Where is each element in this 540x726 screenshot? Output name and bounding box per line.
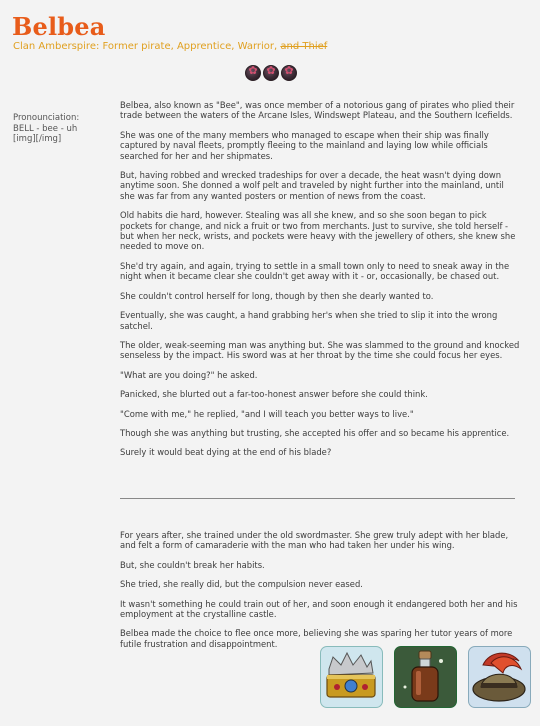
story-paragraph: Surely it would beat dying at the end of his blade? bbox=[120, 447, 332, 458]
viking-crown-item-icon bbox=[320, 646, 383, 708]
story-paragraph: "Come with me," he replied, "and I will teach you better ways to live." bbox=[120, 408, 414, 419]
page-subtitle bbox=[13, 41, 327, 52]
item-icons bbox=[320, 646, 531, 708]
story-paragraph: For years after, she trained under the old swordmaster. She grew truly adept with her blade, and felt a form of camaraderie with the man who had taken her under his wing. bbox=[120, 530, 509, 551]
rose-gem-icon bbox=[263, 65, 279, 81]
story-paragraph: She tried, she really did, but the compulsion never eased. bbox=[120, 579, 363, 590]
story-paragraph: Belbea made the choice to flee once more, believing she was sparing her tutor years of more futile frustration and disappointment. bbox=[120, 628, 513, 649]
pronunciation-value: BELL - bee - uh bbox=[13, 123, 78, 134]
story-paragraph: She was one of the many members who managed to escape when their ship was finally captured by naval fleets, promptly fleeing to the mainland and laying low while officials searched for her and her shipmates. bbox=[120, 129, 489, 161]
subtitle-roles: Clan Amberspire: Former pirate, Apprentice, Warrior, bbox=[13, 41, 281, 52]
story-paragraph: The older, weak-seeming man was anything but. She was slammed to the ground and knocked senseless by the impact. His sword was at her throat by the time she could focus her eyes. bbox=[120, 339, 520, 361]
story-paragraph: Though she was anything but trusting, she accepted his offer and so became his apprentice. bbox=[120, 427, 510, 438]
story-paragraph: She'd try again, and again, trying to settle in a small town only to need to sneak away in the night when it became clear she couldn't get away with it - or, occasionally, be chased out. bbox=[120, 260, 510, 282]
image-tag: [img][/img] bbox=[13, 134, 62, 144]
story-paragraph: Old habits die hard, however. Stealing was all she knew, and so she soon began to pick pockets for change, and nick a fruit or two from merchants. Just to survive, she told herself - but when her neck, wrists, and pockets were heavy with the jewellery of others, she knew she needed to move on. bbox=[120, 210, 516, 252]
story-paragraph: Belbea, also known as "Bee", was once member of a notorious gang of pirates who plied their trade between the waters of the Arcane Isles, Windswept Plateau, and the Southern Icefields. bbox=[120, 100, 515, 121]
feathered-hat-item-icon bbox=[468, 646, 531, 708]
story-paragraph: But, having robbed and wrecked tradeships for over a decade, the heat wasn't dying down anytime soon. She donned a wolf pelt and traveled by night further into the mainland, until she was far from any wanted posters or mention of news from the coast. bbox=[120, 170, 504, 201]
story-paragraph: But, she couldn't break her habits. bbox=[120, 559, 265, 570]
potion-bottle-item-icon bbox=[394, 646, 457, 708]
story-paragraph: Panicked, she blurted out a far-too-honest answer before she could think. bbox=[120, 389, 428, 400]
story-paragraph: It wasn't something he could train out of her, and soon enough it endangered both her and his employment at the crystalline castle. bbox=[120, 598, 518, 620]
rose-gem-icon bbox=[245, 65, 261, 81]
story-continuation bbox=[120, 530, 520, 658]
page-title: Belbea bbox=[12, 12, 106, 41]
subtitle-struck-role: and Thief bbox=[280, 41, 328, 52]
story-paragraph: Eventually, she was caught, a hand grabbing her's when she tried to slip it into the wrong satchel. bbox=[120, 310, 498, 331]
section-divider bbox=[120, 498, 515, 499]
pronunciation-label: Pronounciation: bbox=[13, 113, 80, 123]
gem-badges bbox=[245, 65, 297, 81]
rose-gem-icon bbox=[281, 65, 297, 81]
pronunciation-block bbox=[13, 113, 103, 145]
story-section bbox=[120, 100, 520, 467]
story-paragraph: "What are you doing?" he asked. bbox=[120, 369, 258, 380]
story-paragraph: She couldn't control herself for long, though by then she dearly wanted to. bbox=[120, 290, 434, 301]
